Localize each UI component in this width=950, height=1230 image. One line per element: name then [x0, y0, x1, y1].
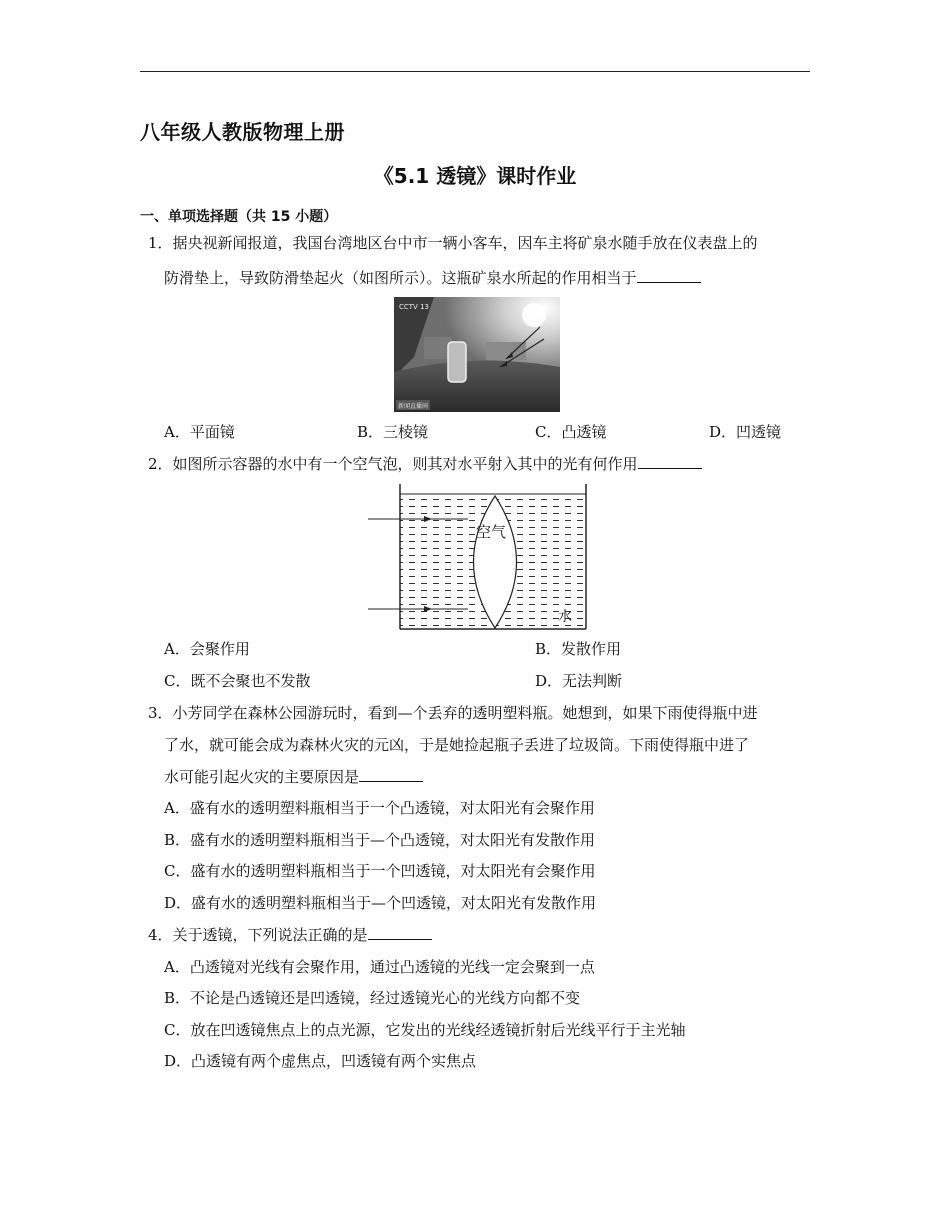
question-3-line-2: 了水，就可能会成为森林火灾的元凶，于是她捡起瓶子丢进了垃圾筒。下雨使得瓶中进了: [164, 736, 750, 754]
answer-blank[interactable]: [637, 268, 701, 283]
question-4-option-a[interactable]: A．凸透镜对光线有会聚作用，通过凸透镜的光线一定会聚到一点: [164, 958, 595, 976]
question-3-option-a[interactable]: A．盛有水的透明塑料瓶相当于一个凸透镜，对太阳光有会聚作用: [164, 799, 595, 817]
question-2-option-a[interactable]: A．会聚作用: [164, 640, 250, 658]
question-1-line-2: 防滑垫上，导致防滑垫起火（如图所示）。这瓶矿泉水所起的作用相当于: [164, 268, 701, 288]
question-3-option-d[interactable]: D．盛有水的透明塑料瓶相当于—个凹透镜，对太阳光有发散作用: [164, 894, 597, 912]
question-1-option-a[interactable]: A．平面镜: [164, 423, 235, 441]
answer-blank[interactable]: [368, 925, 432, 940]
air-bubble-diagram: [360, 482, 600, 636]
question-2-option-b[interactable]: B．发散作用: [535, 640, 622, 658]
dashboard-photo: [394, 297, 560, 412]
answer-blank[interactable]: [638, 454, 702, 469]
question-1-option-d[interactable]: D．凹透镜: [709, 423, 782, 441]
top-rule: [140, 71, 810, 72]
question-4-option-d[interactable]: D．凸透镜有两个虚焦点，凹透镜有两个实焦点: [164, 1052, 477, 1070]
question-4-option-b[interactable]: B．不论是凸透镜还是凹透镜，经过透镜光心的光线方向都不变: [164, 989, 581, 1007]
water-label: 水: [558, 609, 572, 625]
question-1-option-c[interactable]: C．凸透镜: [535, 423, 607, 441]
page-title: 八年级人教版物理上册: [140, 120, 345, 144]
question-3-line-3: 水可能引起火灾的主要原因是: [164, 767, 423, 787]
question-2-option-c[interactable]: C．既不会聚也不发散: [164, 672, 311, 690]
section-heading: 一、单项选择题（共 15 小题）: [140, 209, 338, 225]
question-2-line-1: 2．如图所示容器的水中有一个空气泡，则其对水平射入其中的光有何作用: [148, 454, 702, 474]
question-3-option-b[interactable]: B．盛有水的透明塑料瓶相当于—个凸透镜，对太阳光有发散作用: [164, 831, 596, 849]
question-2-option-d[interactable]: D．无法判断: [535, 672, 623, 690]
air-label: 空气: [476, 523, 507, 541]
cctv-logo: CCTV 13: [399, 303, 429, 311]
question-4-line-1: 4．关于透镜，下列说法正确的是: [148, 925, 432, 945]
question-1-line-1: 1．据央视新闻报道，我国台湾地区台中市一辆小客车，因车主将矿泉水随手放在仪表盘上的: [148, 234, 758, 252]
question-1-option-b[interactable]: B．三棱镜: [357, 423, 429, 441]
question-3-option-c[interactable]: C．盛有水的透明塑料瓶相当于一个凹透镜，对太阳光有会聚作用: [164, 862, 596, 880]
question-4-option-c[interactable]: C．放在凹透镜焦点上的点光源，它发出的光线经透镜折射后光线平行于主光轴: [164, 1021, 686, 1039]
question-3-line-1: 3．小芳同学在森林公园游玩时，看到—个丢弃的透明塑料瓶。她想到，如果下雨使得瓶中进: [148, 704, 758, 722]
photo-caption: 新闻直播间: [398, 403, 429, 410]
answer-blank[interactable]: [359, 767, 423, 782]
page-subtitle: 《5.1 透镜》课时作业: [373, 164, 577, 188]
